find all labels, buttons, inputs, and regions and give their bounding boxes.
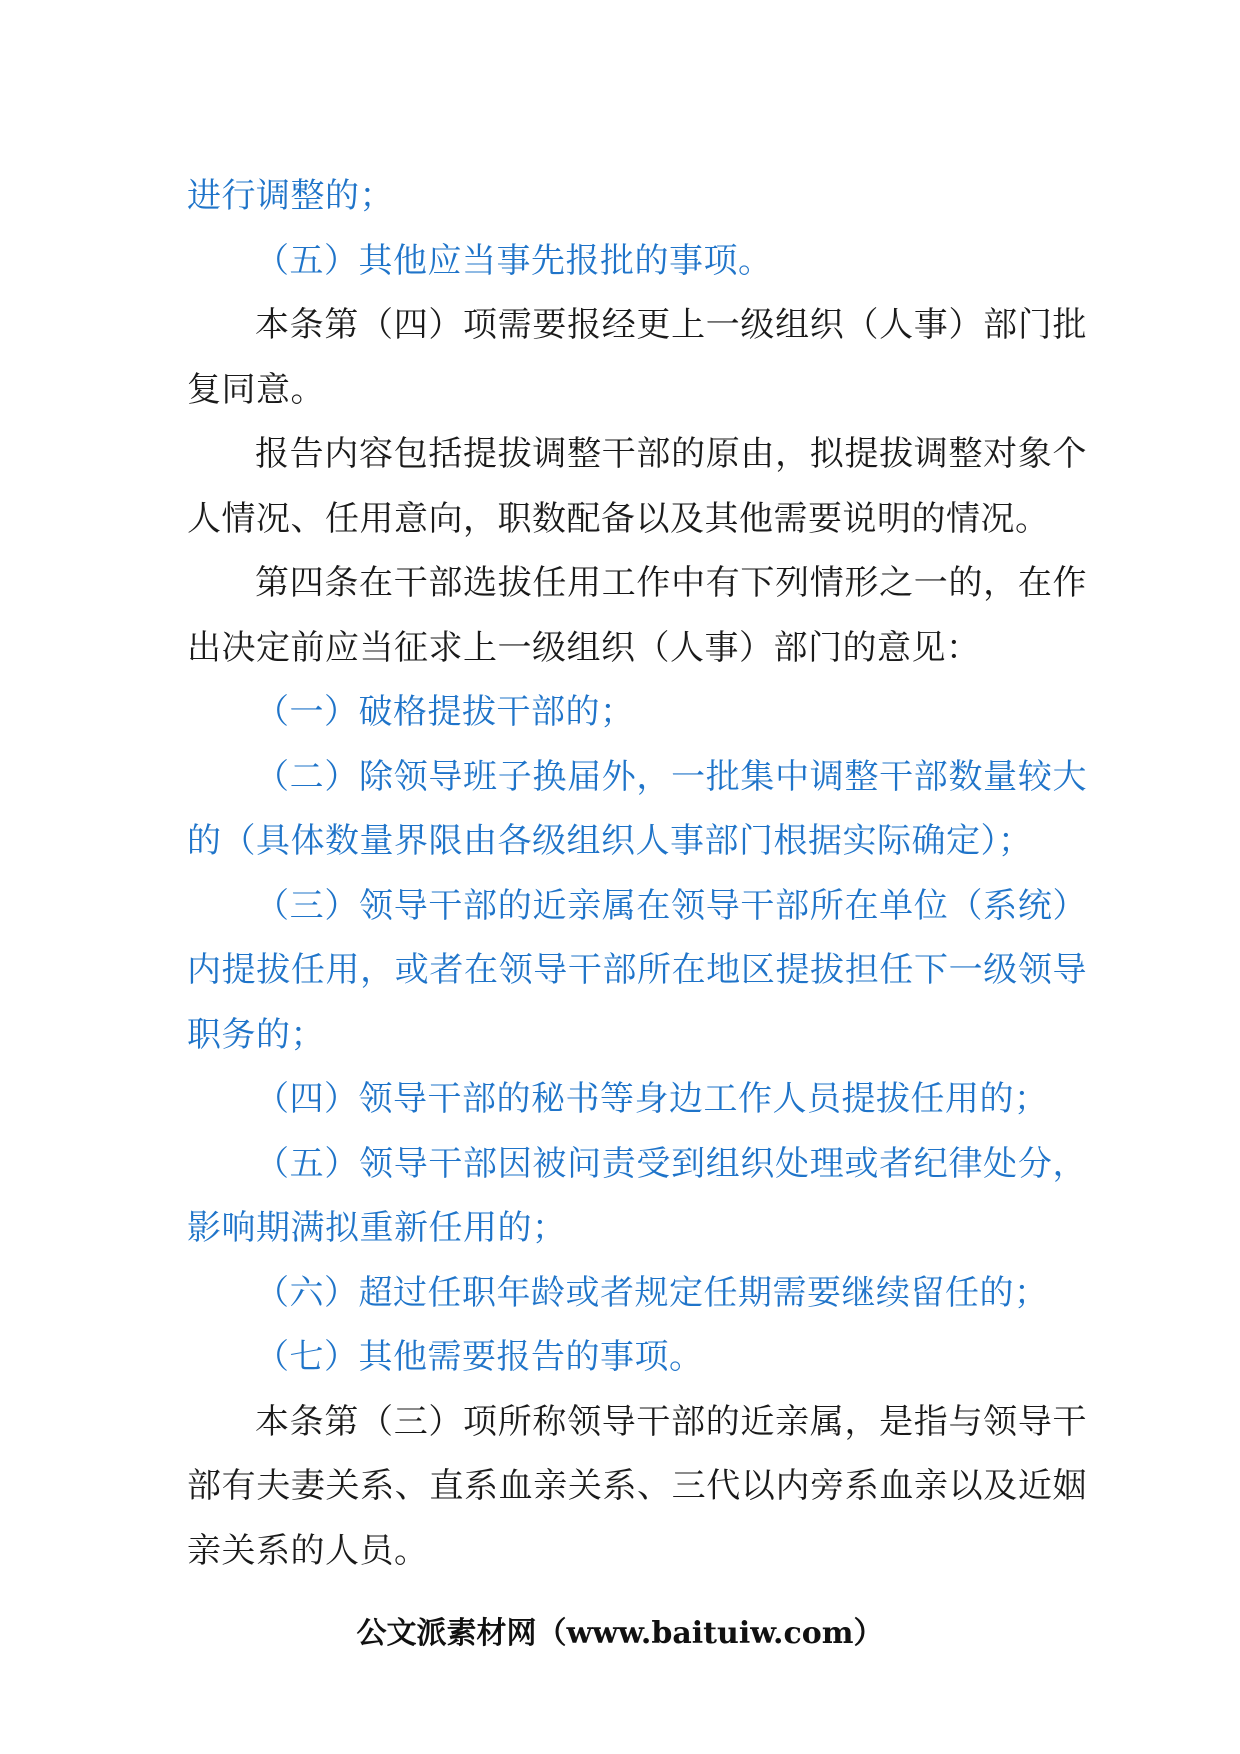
paragraph-relatives-definition: 本条第（三）项所称领导干部的近亲属，是指与领导干部有夫妻关系、直系血亲关系、三代以内旁系血亲以及近姻亲关系的人员。 [187, 1401, 1087, 1571]
page-footer: 公文派素材网（www.baituiw.com） [356, 1616, 884, 1651]
document-body [187, 164, 1087, 1583]
paragraph-continuation: 进行调整的； [187, 176, 394, 216]
paragraph-report-content: 报告内容包括提拔调整干部的原由，拟提拔调整对象个人情况、任用意向，职数配备以及其他需要说明的情况。 [187, 434, 1087, 539]
list-item-5b: （五）领导干部因被问责受到组织处理或者纪律处分，影响期满拟重新任用的； [187, 1143, 1087, 1248]
list-item-7: （七）其他需要报告的事项。 [255, 1337, 704, 1377]
list-item-4: （四）领导干部的秘书等身边工作人员提拔任用的； [255, 1079, 1049, 1119]
list-item-2: （二）除领导班子换届外，一批集中调整干部数量较大的（具体数量界限由各级组织人事部门根据实际确定）； [187, 756, 1087, 861]
list-item-3: （三）领导干部的近亲属在领导干部所在单位（系统）内提拔任用，或者在领导干部所在地区提拔担任下一级领导职务的； [187, 885, 1087, 1055]
list-item-6: （六）超过任职年龄或者规定任期需要继续留任的； [255, 1272, 1049, 1313]
paragraph-article-4: 第四条在干部选拔任用工作中有下列情形之一的，在作出决定前应当征求上一级组织（人事）部门的意见： [187, 563, 1087, 668]
paragraph-item4-approval: 本条第（四）项需要报经更上一级组织（人事）部门批复同意。 [187, 305, 1087, 410]
list-item-5: （五）其他应当事先报批的事项。 [255, 240, 773, 281]
list-item-1: （一）破格提拔干部的； [255, 692, 635, 732]
